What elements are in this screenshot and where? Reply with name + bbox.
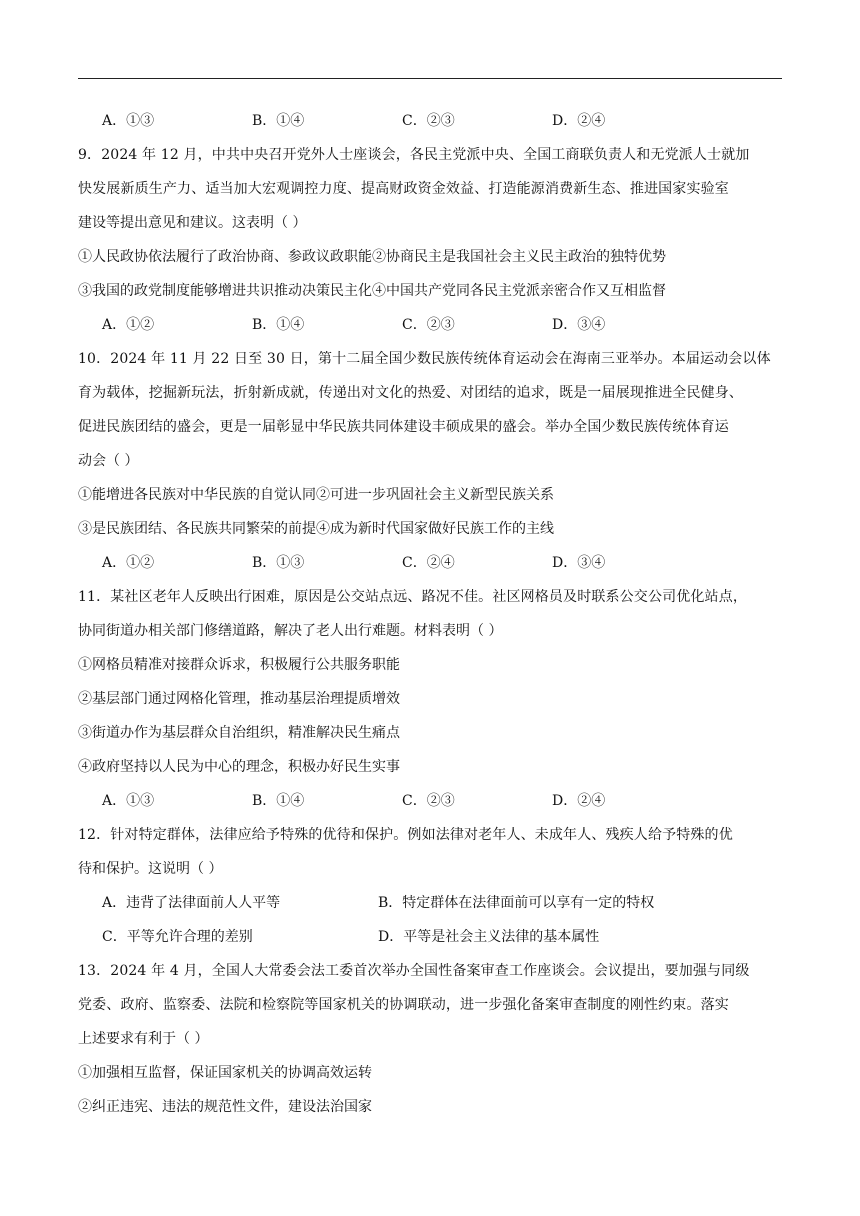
q11-statement: ④政府坚持以人民为中心的理念，积极办好民生实事 bbox=[78, 759, 400, 775]
q8-option-c: C．②③ bbox=[402, 113, 455, 129]
q9-stem-line: 建设等提出意见和建议。这表明（ ） bbox=[78, 215, 307, 231]
q13-stem-line: 上述要求有利于（ ） bbox=[78, 1031, 209, 1047]
q12-option-c: C．平等允许合理的差别 bbox=[102, 929, 253, 945]
q10-stem-line: 10．2024 年 11 月 22 日至 30 日，第十二届全国少数民族传统体育运动会在海南三亚举办。本届运动会以体 bbox=[78, 351, 771, 367]
q8-option-b: B．①④ bbox=[252, 113, 305, 129]
q11-statement: ③街道办作为基层群众自治组织，精准解决民生痛点 bbox=[78, 725, 400, 741]
q9-statement: ①人民政协依法履行了政治协商、参政议政职能②协商民主是我国社会主义民主政治的独特优势 bbox=[78, 249, 666, 265]
q8-option-a: A．①③ bbox=[102, 113, 155, 129]
q12-options-row-2 bbox=[78, 920, 782, 954]
q11-option-a: A．①③ bbox=[102, 793, 155, 809]
q12-option-b: B．特定群体在法律面前可以享有一定的特权 bbox=[378, 895, 655, 911]
q12-options-row-1 bbox=[78, 886, 782, 920]
q13-statement: ②纠正违宪、违法的规范性文件，建设法治国家 bbox=[78, 1099, 372, 1115]
q11-statement: ①网格员精准对接群众诉求，积极履行公共服务职能 bbox=[78, 657, 400, 673]
q10-option-a: A．①② bbox=[102, 555, 155, 571]
q10-stem-line: 促进民族团结的盛会，更是一届彰显中华民族共同体建设丰硕成果的盛会。举办全国少数民族传统体育运 bbox=[78, 419, 729, 435]
q10-statement: ①能增进各民族对中华民族的自觉认同②可进一步巩固社会主义新型民族关系 bbox=[78, 487, 554, 503]
q13-stem-line: 13．2024 年 4 月，全国人大常委会法工委首次举办全国性备案审查工作座谈会。会议提出，要加强与同级 bbox=[78, 963, 750, 979]
q10-option-d: D．③④ bbox=[552, 555, 606, 571]
question-11 bbox=[78, 580, 782, 818]
header-rule bbox=[78, 78, 782, 79]
q10-stem-line: 动会（ ） bbox=[78, 453, 139, 469]
q8-option-d: D．②④ bbox=[552, 113, 606, 129]
q9-option-c: C．②③ bbox=[402, 317, 455, 333]
q9-option-b: B．①④ bbox=[252, 317, 305, 333]
q11-option-b: B．①④ bbox=[252, 793, 305, 809]
q10-option-b: B．①③ bbox=[252, 555, 305, 571]
q12-stem-line: 待和保护。这说明（ ） bbox=[78, 861, 223, 877]
q12-option-d: D．平等是社会主义法律的基本属性 bbox=[378, 929, 600, 945]
q13-statement: ①加强相互监督，保证国家机关的协调高效运转 bbox=[78, 1065, 372, 1081]
q9-options bbox=[78, 308, 782, 342]
q13-stem-line: 党委、政府、监察委、法院和检察院等国家机关的协调联动，进一步强化备案审查制度的刚性约束。落实 bbox=[78, 997, 729, 1013]
q9-option-a: A．①② bbox=[102, 317, 155, 333]
q11-stem-line: 协同街道办相关部门修缮道路，解决了老人出行难题。材料表明（ ） bbox=[78, 623, 503, 639]
q9-statement: ③我国的政党制度能够增进共识推动决策民主化④中国共产党同各民主党派亲密合作又互相监督 bbox=[78, 283, 666, 299]
q12-option-a: A．违背了法律面前人人平等 bbox=[102, 895, 281, 911]
q9-option-d: D．③④ bbox=[552, 317, 606, 333]
q10-options bbox=[78, 546, 782, 580]
q8-options bbox=[78, 104, 782, 138]
question-12 bbox=[78, 818, 782, 954]
q9-stem-line: 9．2024 年 12 月，中共中央召开党外人士座谈会，各民主党派中央、全国工商联负责人和无党派人士就加 bbox=[78, 147, 750, 163]
question-9 bbox=[78, 138, 782, 342]
exam-page-content bbox=[78, 104, 782, 1124]
q10-option-c: C．②④ bbox=[402, 555, 455, 571]
q11-statement: ②基层部门通过网格化管理，推动基层治理提质增效 bbox=[78, 691, 400, 707]
q10-statement: ③是民族团结、各民族共同繁荣的前提④成为新时代国家做好民族工作的主线 bbox=[78, 521, 554, 537]
q11-stem-line: 11．某社区老年人反映出行困难，原因是公交站点远、路况不佳。社区网格员及时联系公交公司优化站点， bbox=[78, 589, 748, 605]
q10-stem-line: 育为载体，挖掘新玩法，折射新成就，传递出对文化的热爱、对团结的追求，既是一届展现推进全民健身、 bbox=[78, 385, 744, 401]
q11-option-d: D．②④ bbox=[552, 793, 606, 809]
q11-option-c: C．②③ bbox=[402, 793, 455, 809]
question-10 bbox=[78, 342, 782, 580]
question-13 bbox=[78, 954, 782, 1124]
q9-stem-line: 快发展新质生产力、适当加大宏观调控力度、提高财政资金效益、打造能源消费新生态、推进国家实验室 bbox=[78, 181, 729, 197]
q12-stem-line: 12．针对特定群体，法律应给予特殊的优待和保护。例如法律对老年人、未成年人、残疾人给予特殊的优 bbox=[78, 827, 733, 843]
q11-options bbox=[78, 784, 782, 818]
